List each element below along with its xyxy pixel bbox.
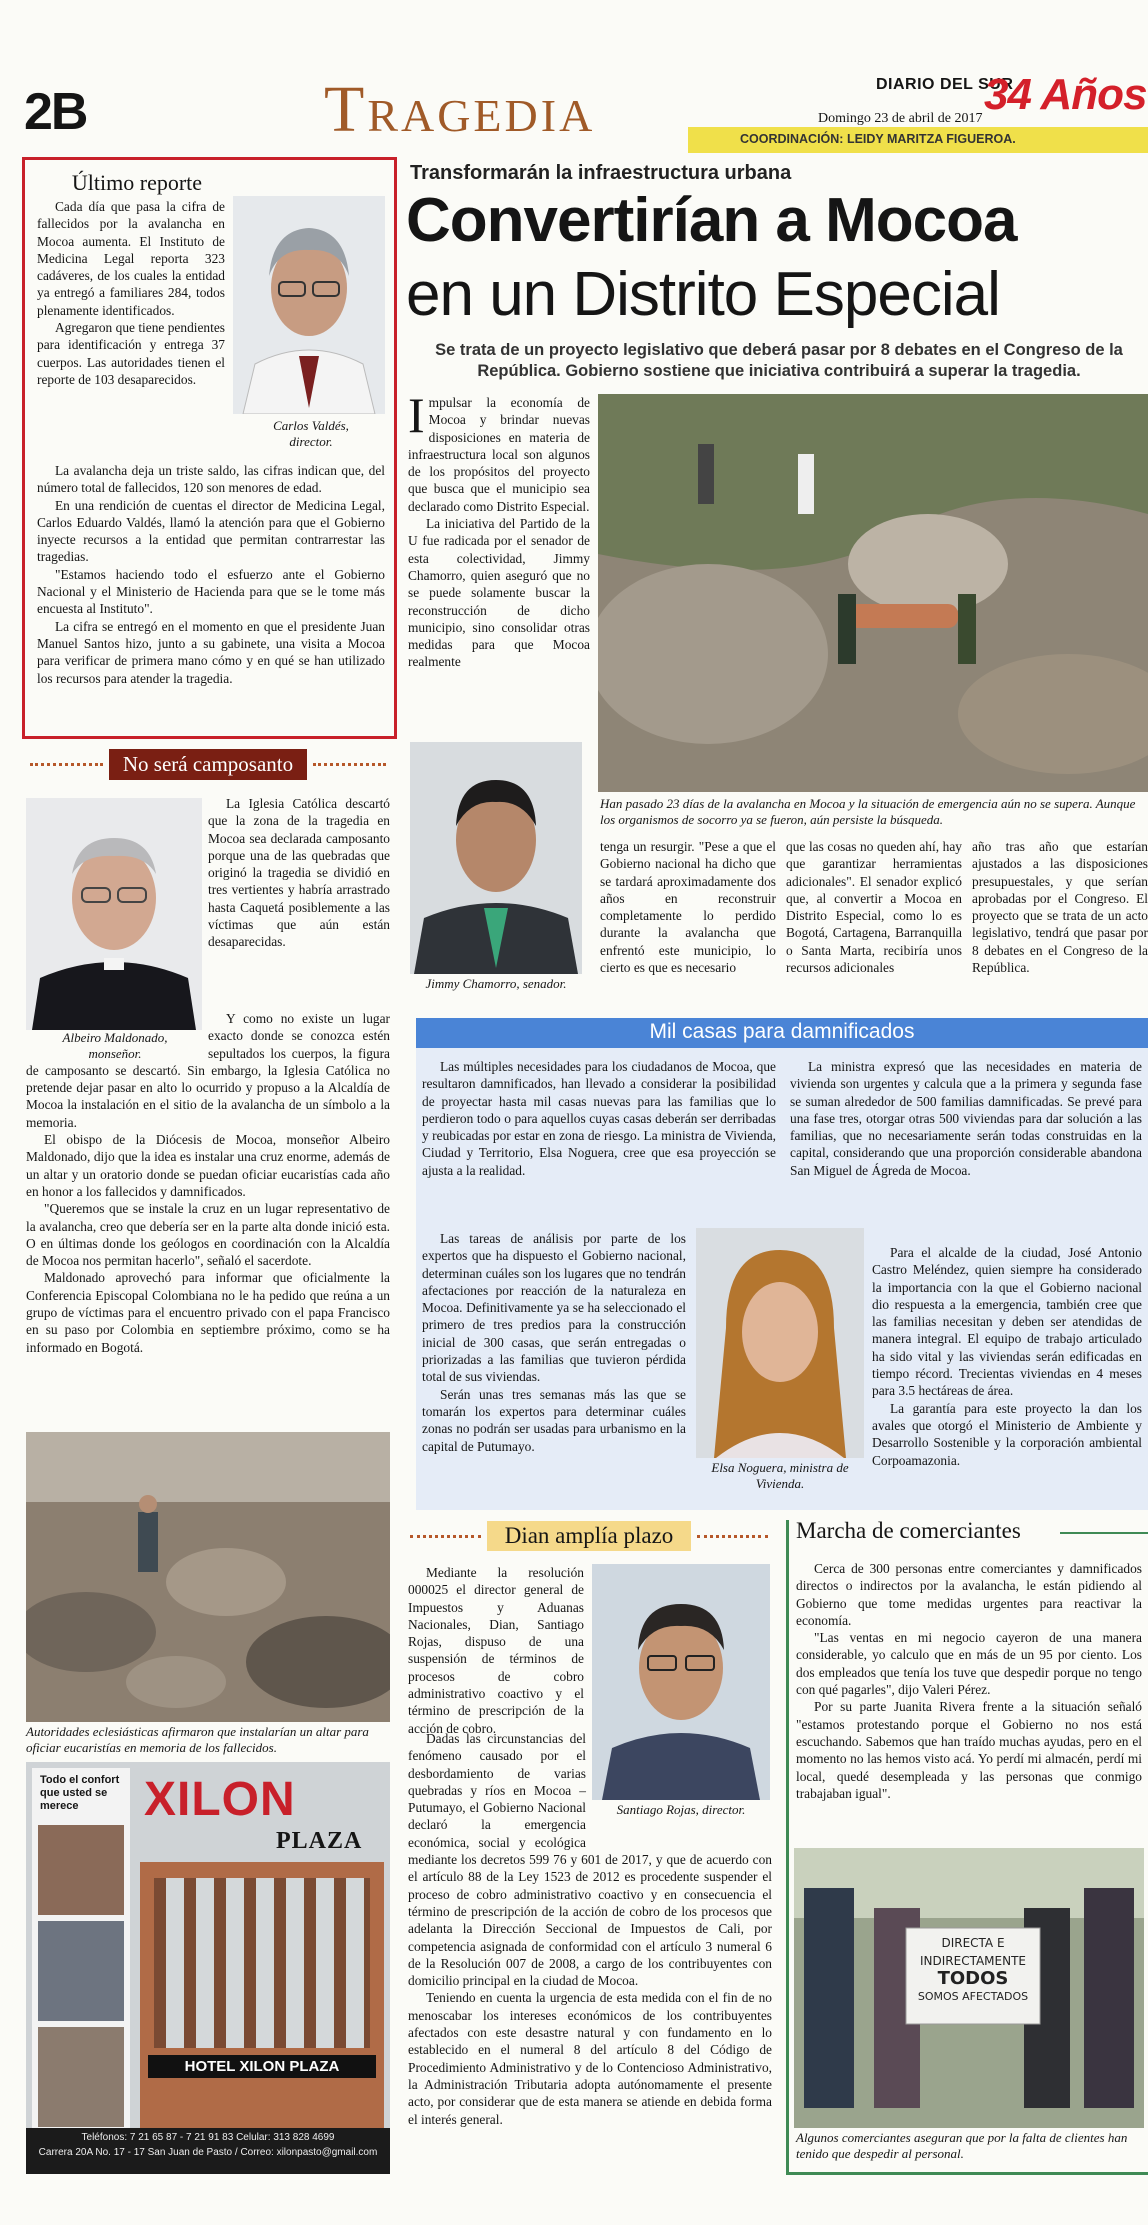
paper-name: DIARIO DEL SUR bbox=[876, 76, 1014, 93]
marcha-p2: "Las ventas en mi negocio cayeron de una manera considerable, yo calculo que en más de un 95 por ciento. Los dos empleados que tenía los tuve que despedir porque no tengo con qué pagarles", dijo Valeri Pérez. bbox=[796, 1630, 1142, 1698]
header-date: Domingo 23 de abril de 2017 bbox=[818, 111, 983, 126]
hotel-windows bbox=[154, 1878, 370, 2048]
float-spacer bbox=[26, 1010, 208, 1060]
dropcap: I bbox=[408, 387, 425, 443]
jimmy-chamorro-caption: Jimmy Chamorro, senador. bbox=[425, 976, 567, 991]
casas-p3: Serán unas tres semanas más las que se tomarán los expertos para determinar cuáles zonas no podrán ser usadas para urbanismo en la capital de Putumayo. bbox=[422, 1386, 686, 1454]
dots-left bbox=[30, 763, 103, 766]
main-p1 bbox=[408, 387, 590, 515]
elsa-noguera-caption: Elsa Noguera, ministra de Vivienda. bbox=[711, 1460, 849, 1491]
main-p1-text: mpulsar la economía de Mocoa y brindar nuevas disposiciones en materia de infraestructura local son algunos de los propósitos del proyecto que busca que el municipio sea declarado como Distrito Especial. bbox=[408, 395, 590, 514]
rubble-illustration bbox=[26, 1432, 390, 1722]
ultimo-reporte-box bbox=[22, 157, 397, 739]
camposanto-text-top bbox=[208, 795, 390, 951]
ad-footer bbox=[26, 2128, 390, 2174]
ad-comfort-text: Todo el confort que usted se merece bbox=[40, 1774, 120, 1812]
main-col-4: año tras año que estarían ajustados a las disposiciones presupuestales, y que serían aprobadas por el Congreso. El proyecto que se trata de un acto legislativo, tendrá que pasar por 8 debates en el Congreso de la República. bbox=[972, 839, 1148, 976]
portrait-illustration bbox=[26, 798, 202, 1030]
ultimo-p6: La cifra se entregó en el momento en que el presidente Juan Manuel Santos hizo, junto a su gabinete, una visita a Mocoa para verificar de primera mano cómo y en qué se han utilizado los recursos para atender la tragedia. bbox=[37, 618, 385, 686]
main-col-2: tenga un resurgir. "Pese a que el Gobierno nacional ha dicho que se tardará aproximadamente dos años en reconstruir completamente lo perdido durante la avalancha que enfrentó este municipio, lo cierto es que es necesario bbox=[600, 839, 776, 976]
albeiro-maldonado-photo bbox=[26, 798, 202, 1030]
camposanto-text bbox=[26, 1010, 390, 1356]
xilon-ad bbox=[26, 1762, 390, 2174]
section-title: Tragedia bbox=[324, 73, 596, 146]
header-coordination: COORDINACIÓN: LEIDY MARITZA FIGUEROA. bbox=[740, 132, 1016, 146]
anniversary-logo: 34 Años bbox=[984, 70, 1147, 119]
protest-sign bbox=[906, 1928, 1040, 2024]
main-p2: La iniciativa del Partido de la U fue radicada por el senador de esta colectividad, Jimmy Chamorro, quien aseguró que no se puede solamente buscar la reconstrucción de dicho municipio, sino consolidar otras medidas para que Mocoa realmente bbox=[408, 516, 590, 670]
room-thumb-3 bbox=[38, 2027, 124, 2127]
camposanto-p1: La Iglesia Católica descartó que la zona de la tragedia en Mocoa sea declarada camposanto porque una de las quebradas que originó la tragedia se dividió en tres vertientes y habría arrastrado hasta Caquetá posiblemente a las víctimas que aún están desaparecidas. bbox=[208, 796, 390, 950]
marcha-arrow-icon bbox=[1060, 1532, 1148, 1534]
marcha-p3: Por su parte Juanita Rivera frente a la situación señaló "estamos protestando porque el Gobierno no nos está escuchando. Sabemos que han traído muchas ayudas, pero en el momento no las hemos visto acá. Yo perdí mi almacén, perdí mi local, quedé desempleada y las personas que conmigo trabajaban igual". bbox=[796, 1699, 1142, 1801]
protest-caption: Algunos comerciantes aseguran que por la falta de clientes han tenido que despedir al personal. bbox=[796, 2130, 1128, 2161]
room-thumb-2 bbox=[38, 1921, 124, 2021]
casas-col-2b bbox=[872, 1244, 1142, 1469]
main-headline-2: en un Distrito Especial bbox=[406, 260, 1000, 329]
dian-text bbox=[408, 1730, 772, 2128]
rescue-photo-caption: Han pasado 23 días de la avalancha en Mocoa y la situación de emergencia aún no se supera. Aunque los organismos de socorro ya se fueron, aún persiste la búsqueda. bbox=[600, 796, 1136, 827]
dian-title: Dian amplía plazo bbox=[487, 1521, 692, 1551]
carlos-valdes-photo bbox=[233, 196, 385, 414]
casas-p4: La ministra expresó que las necesidades en materia de vivienda son urgentes y calcula que a la primera y segunda fase se suman alrededor de 500 familias damnificadas. Se prevé para una fase tres, otorgar otras 500 viviendas para dar solución a las familias, que no necesariamente serán todas construidas en la capital, considerando que una proporción considerable abandona San Miguel de Ágreda de Mocoa. bbox=[790, 1059, 1142, 1178]
camposanto-title: No será camposanto bbox=[109, 749, 307, 780]
camposanto-p4: "Queremos que se instale la cruz en un lugar representativo de la avalancha, creo que debería ser en la parte alta donde inició esta. O en últimas donde los geólogos en coordinación con la Alcaldía de Mocoa nos permitan hacerlo", señaló el sacerdote. bbox=[26, 1201, 390, 1269]
camposanto-p2: Y como no existe un lugar exacto donde se conozca estén sepultados los cuerpos, la figura de camposanto se descartó. Sin embargo, la Iglesia Católica no pretende dejar pasar en alto lo ocurrido y propuso a la Alcaldía de Mocoa la instalación en el sitio de la avalancha de un símbolo a la memoria. bbox=[26, 1011, 390, 1130]
dian-p2: Dadas las circunstancias del fenómeno causado por el desbordamiento de varias quebradas y ríos en Mocoa – Putumayo, el Gobierno Nacional declaró la emergencia económica, social y ecológica mediante los decretos 599 76 y 601 de 2017, y que de acuerdo con el artículo 88 de la Ley 1523 de 2012 es procedente suspender el proceso de cobro administrativo coactivo y en consecuencia el término de prescripción de la acción de cobro de los procesos que adelanta la Dirección Seccional de Impuestos de Cali, por competencia asignada de conformidad con el artículo 3 numeral 6 de la Resolución 007 de 2008, a cargo de los contribuyentes con domicilio principal en la ciudad de Mocoa. bbox=[408, 1731, 772, 1989]
hotel-sign: HOTEL XILON PLAZA bbox=[148, 2055, 376, 2078]
dian-text-top bbox=[408, 1564, 584, 1737]
main-intro-text bbox=[408, 387, 590, 671]
portrait-illustration bbox=[696, 1228, 864, 1458]
albeiro-maldonado-caption: Albeiro Maldonado, monseñor. bbox=[62, 1030, 168, 1061]
main-kicker: Transformarán la infraestructura urbana bbox=[410, 162, 792, 184]
ultimo-reporte-text bbox=[37, 198, 225, 388]
portrait-illustration bbox=[410, 742, 582, 974]
ultimo-p1: Cada día que pasa la cifra de fallecidos por la avalancha en Mocoa aumenta. El Instituto de Medicina Legal reporta 323 cadáveres, de los cuales la entidad ya entregó a familiares 284, todos plenamente identificados. bbox=[37, 199, 225, 318]
ad-brand: XILON bbox=[144, 1773, 296, 1826]
main-headline-1: Convertirían a Mocoa bbox=[406, 186, 1017, 255]
casas-col-2 bbox=[790, 1058, 1142, 1179]
ultimo-reporte-text-wide bbox=[37, 462, 385, 687]
main-col-3: que las cosas no queden ahí, hay que garantizar herramientas adicionales". El senador explicó que, al convertir a Mocoa en Distrito Especial, como lo es Bogotá, Cartagena, Barranquilla o Santa Marta, recibiría unos recursos adicionales bbox=[786, 839, 962, 976]
camposanto-p5: Maldonado aprovechó para informar que oficialmente la Conferencia Episcopal Colombiana no le ha pedido que reúna a un grupo de víctimas para el encuentro privado con el papa Francisco en su paso por Colombia en septiembre próximo, como se ha informado en Bogotá. bbox=[26, 1270, 390, 1355]
sign-line-3: TODOS bbox=[937, 1968, 1009, 1989]
casas-p5: Para el alcalde de la ciudad, José Antonio Castro Meléndez, quien siempre ha considerado la importancia con la que el Gobierno nacional dio respuesta a la emergencia, también cree que las familias necesitan y deben ser atendidas de manera integral. El equipo de trabajo articulado ha sido vital y las viviendas serán edificadas en tiempo récord. Trecientas viviendas en 4 meses para 3.5 hectáreas de área. bbox=[872, 1245, 1142, 1399]
camposanto-header bbox=[24, 748, 392, 780]
ultimo-p3: La avalancha deja un triste saldo, las cifras indican que, del número total de fallecidos, 120 son menores de edad. bbox=[37, 463, 385, 496]
protest-photo bbox=[794, 1848, 1144, 2128]
jimmy-chamorro-photo bbox=[410, 742, 582, 974]
carlos-valdes-caption: Carlos Valdés, director. bbox=[273, 418, 349, 449]
ad-address: Carrera 20A No. 17 - 17 San Juan de Pasto / Correo: xilonpasto@gmail.com bbox=[38, 2147, 378, 2158]
ultimo-p2: Agregaron que tiene pendientes para identificación y entrega 37 cuerpos. Las autoridades tienen el reporte de 103 desaparecidos. bbox=[37, 320, 225, 387]
ad-plaza: PLAZA bbox=[276, 1828, 363, 1854]
avalanche-rescue-photo bbox=[598, 394, 1148, 792]
ad-phones: Teléfonos: 7 21 65 87 - 7 21 91 83 Celular: 313 828 4699 bbox=[81, 2132, 335, 2143]
casas-col-1b bbox=[422, 1230, 686, 1455]
sign-line-2: INDIRECTAMENTE bbox=[919, 1954, 1027, 1968]
sign-line-4: SOMOS AFECTADOS bbox=[917, 1990, 1029, 2003]
dots-right bbox=[697, 1535, 768, 1538]
altar-site-photo bbox=[26, 1432, 390, 1722]
main-deck: Se trata de un proyecto legislativo que deberá pasar por 8 debates en el Congreso de la República. Gobierno sostiene que iniciativa contribuirá a superar la tragedia. bbox=[435, 341, 1123, 380]
dots-right bbox=[313, 763, 386, 766]
camposanto-p3: El obispo de la Diócesis de Mocoa, monseñor Albeiro Maldonado, dijo que la idea es instalar una cruz enorme, además de un altar y un oratorio donde se puedan oficiar eucaristías cada año en honor a los fallecidos y damnificados. bbox=[26, 1132, 390, 1199]
rescue-illustration bbox=[598, 394, 1148, 792]
ultimo-p4: En una rendición de cuentas el director de Medicina Legal, Carlos Eduardo Valdés, llamó la atención para que el Gobierno inyecte recursos a la entidad que permitan contrarrestar las tragedias. bbox=[37, 497, 385, 565]
altar-photo-caption: Autoridades eclesiásticas afirmaron que instalarían un altar para oficiar eucaristías en memoria de los fallecidos. bbox=[26, 1724, 369, 1755]
ultimo-reporte-title: Último reporte bbox=[71, 170, 203, 195]
marcha-title: Marcha de comerciantes bbox=[796, 1518, 1021, 1543]
elsa-noguera-photo bbox=[696, 1228, 864, 1458]
ad-left-strip bbox=[32, 1768, 130, 2128]
marcha-text bbox=[796, 1560, 1142, 1802]
sign-line-1: DIRECTA E bbox=[941, 1936, 1005, 1950]
room-thumb-1 bbox=[38, 1825, 124, 1915]
marcha-p1: Cerca de 300 personas entre comerciantes y damnificados directos o indirectos por la avalancha, le están pidiendo al Gobierno que tome medidas urgentes para reactivar la economía. bbox=[796, 1561, 1142, 1628]
casas-p1: Las múltiples necesidades para los ciudadanos de Mocoa, que resultaron damnificados, han llevado a considerar la posibilidad de proyectar hasta mil casas nuevas para las familias que lo perdieron todo o para aquellos cuyas casas deberán ser derribadas y reubicadas por estar en zona de riesgo. La ministra de Vivienda, Ciudad y Territorio, Elsa Noguera, cree que esa proyección se ajusta a la realidad. bbox=[422, 1059, 776, 1178]
casas-title: Mil casas para damnificados bbox=[649, 1020, 915, 1043]
dian-p1: Mediante la resolución 000025 el director general de Impuestos y Aduanas Nacionales, Dian, Santiago Rojas, dispuso de una suspensión de términos de procesos de cobro administrativo coactivo y el término de prescripción de la acción de cobro. bbox=[408, 1565, 584, 1736]
santiago-rojas-caption: Santiago Rojas, director. bbox=[616, 1802, 746, 1817]
dots-left bbox=[410, 1535, 481, 1538]
page-number: 2B bbox=[24, 83, 87, 141]
casas-p2: Las tareas de análisis por parte de los expertos que ha dispuesto el Gobierno nacional, determinan cuáles son los lugares que no tendrán afectaciones por reacción de la naturaleza en Mocoa. Definitivamente ya se ha seleccionado el primero de tres predios para la construcción inicial de 300 casas, que serán entregadas o priorizadas a las familias que tuvieron pérdida total de sus viviendas. bbox=[422, 1231, 686, 1385]
hotel-building bbox=[140, 1862, 384, 2128]
casas-col-1 bbox=[422, 1058, 776, 1179]
dian-header bbox=[404, 1518, 774, 1554]
ultimo-p5: "Estamos haciendo todo el esfuerzo ante el Gobierno Nacional y el Ministerio de Hacienda para que se le tome más encuesta al Instituto". bbox=[37, 566, 385, 617]
casas-p6: La garantía para este proyecto la dan los avales que otorgó el Ministerio de Ambiente y Desarrollo Sostenible y la corporación ambiental Corpoamazonia. bbox=[872, 1400, 1142, 1468]
dian-p3: Teniendo en cuenta la urgencia de esta medida con el fin de no menoscabar los intereses económicos de los contribuyentes afectados con este desastre natural y con fundamento en lo establecido en el numeral 8 del artículo 8 del Código de Procedimiento Administrativo y de lo Contencioso Administrativo, la Administración Tributaria adopta autónomamente el presente acto, por considerar que de esta manera se atiende en debida forma el interés general. bbox=[408, 1990, 772, 2127]
float-spacer bbox=[586, 1730, 772, 1842]
portrait-illustration bbox=[233, 196, 385, 414]
